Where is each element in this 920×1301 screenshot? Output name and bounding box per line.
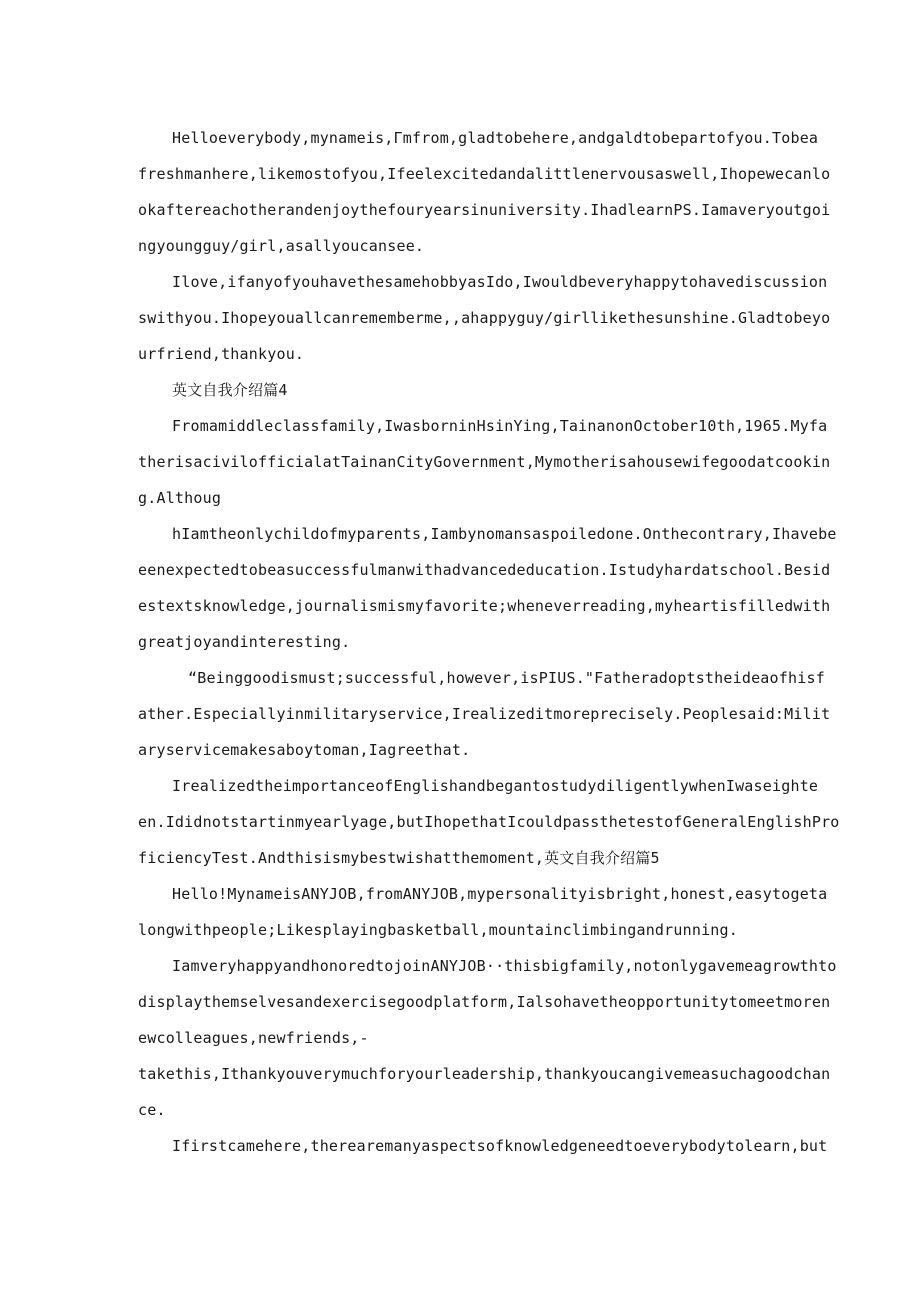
text-line: ewcolleagues,newfriends,- xyxy=(138,1029,369,1047)
text-line: takethis,Ithankyouverymuchforyourleadership,thankyoucangivemeasuchagoodchan xyxy=(138,1065,831,1083)
paragraph-quote-cont xyxy=(138,696,831,768)
paragraph-hobby-cont xyxy=(138,300,831,372)
text-line: urfriend,thankyou. xyxy=(138,345,305,363)
text-line: freshmanhere,likemostofyou,Ifeelexcitedandalittlenervousaswell,Ihopewecanlo xyxy=(138,165,831,183)
text-line: Fromamiddleclassfamily,IwasborninHsinYing,TainanonOctober10th,1965.Myfa xyxy=(172,417,828,435)
paragraph-child-cont xyxy=(138,552,831,660)
document-body xyxy=(138,120,840,1164)
text-line: eenexpectedtobeasuccessfulmanwithadvancededucation.Istudyhardatschool.Besid xyxy=(138,561,831,579)
section-heading-4 xyxy=(138,372,780,408)
paragraph-quote xyxy=(138,660,825,696)
paragraph-family xyxy=(138,408,828,444)
paragraph-child xyxy=(138,516,837,552)
text-line: longwithpeople;Likesplayingbasketball,mountainclimbingandrunning. xyxy=(138,921,738,939)
text-line: ather.Especiallyinmilitaryservice,Irealizeditmoreprecisely.Peoplesaid:Milit xyxy=(138,705,831,723)
text-line: ficiencyTest.Andthisismybestwishatthemoment,英文自我介绍篇5 xyxy=(138,849,660,867)
paragraph-english-cont xyxy=(138,804,840,876)
paragraph-honored xyxy=(138,948,837,984)
text-line: “Beinggoodismust;successful,however,isPIUS."Fatheradoptstheideaofhisf xyxy=(188,669,825,687)
text-line: ngyoungguy/girl,asallyoucansee. xyxy=(138,237,425,255)
text-line: hIamtheonlychildofmyparents,Iambynomansaspoiledone.Onthecontrary,Ihavebe xyxy=(172,525,837,543)
paragraph-hello-cont xyxy=(138,912,780,948)
text-line: Hello!MynameisANYJOB,fromANYJOB,mypersonalityisbright,honest,easytogeta xyxy=(172,885,828,903)
text-line: swithyou.Ihopeyouallcanrememberme,,ahappyguy/girllikethesunshine.Gladtobeyo xyxy=(138,309,831,327)
paragraph-hello xyxy=(138,876,828,912)
paragraph-intro xyxy=(138,120,819,156)
paragraph-thanks xyxy=(138,1056,831,1128)
text-line: okaftereachotherandenjoythefouryearsinuniversity.IhadlearnPS.Iamaveryoutgoi xyxy=(138,201,831,219)
text-line: g.Althoug xyxy=(138,489,222,507)
paragraph-family-cont xyxy=(138,444,831,516)
text-line: estextsknowledge,journalismismyfavorite;wheneverreading,myheartisfilledwith xyxy=(138,597,831,615)
text-line: greatjoyandinteresting. xyxy=(138,633,351,651)
text-line: ce. xyxy=(138,1101,166,1119)
text-line: therisacivilofficialatTainanCityGovernment,Mymotherisahousewifegoodatcookin xyxy=(138,453,831,471)
text-line: displaythemselvesandexercisegoodplatform,Ialsohavetheopportunitytomeetmoren xyxy=(138,993,831,1011)
paragraph-hobby xyxy=(138,264,828,300)
paragraph-honored-cont xyxy=(138,984,831,1056)
paragraph-intro-cont xyxy=(138,156,831,264)
paragraph-first-came xyxy=(138,1128,828,1164)
heading-text: 英文自我介绍篇4 xyxy=(172,381,288,399)
text-line: Ilove,ifanyofyouhavethesamehobbyasIdo,Iwouldbeveryhappytohavediscussion xyxy=(172,273,828,291)
paragraph-english xyxy=(138,768,819,804)
text-line: Helloeverybody,mynameis,Γmfrom,gladtobehere,andgaldtobepartofyou.Tobea xyxy=(172,129,819,147)
text-line: IrealizedtheimportanceofEnglishandbegantostudydiligentlywhenIwaseighte xyxy=(172,777,819,795)
text-line: Ifirstcamehere,therearemanyaspectsofknowledgeneedtoeverybodytolearn,but xyxy=(172,1137,828,1155)
text-line: IamveryhappyandhonoredtojoinANYJOB··thisbigfamily,notonlygavemeagrowthto xyxy=(172,957,837,975)
text-line: en.Ididnotstartinmyearlyage,butIhopethatIcouldpassthetestofGeneralEnglishPro xyxy=(138,813,840,831)
text-line: aryservicemakesaboytoman,Iagreethat. xyxy=(138,741,471,759)
